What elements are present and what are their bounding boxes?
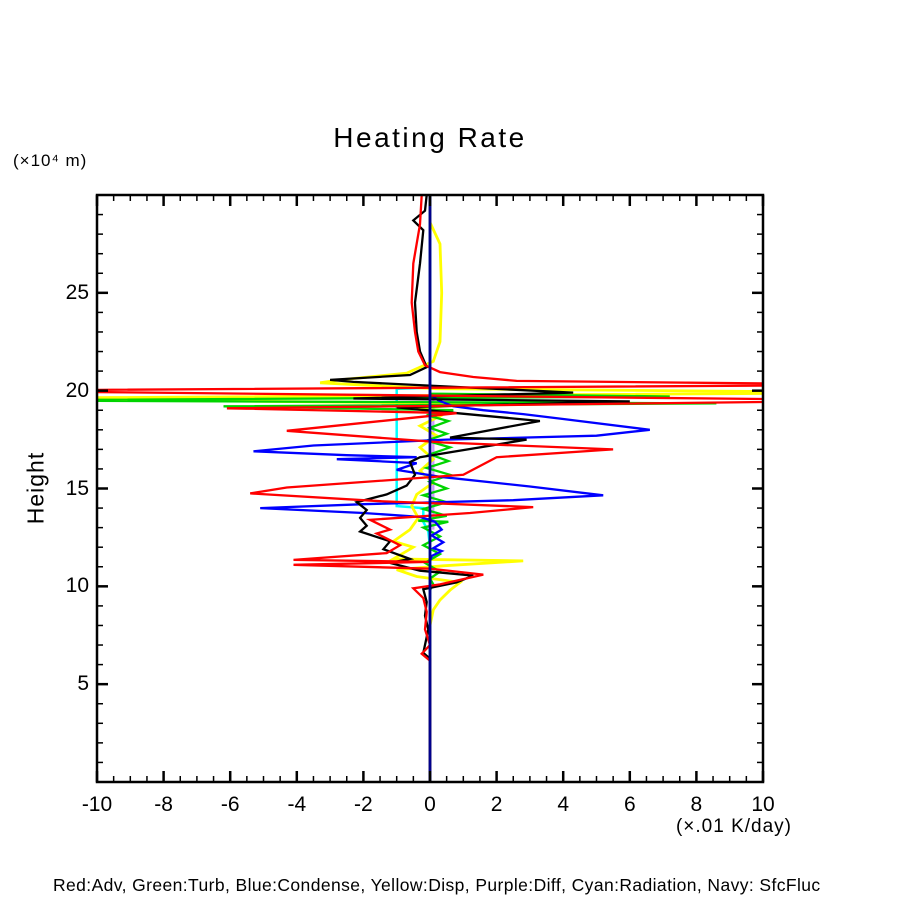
y-tick-label: 20 [65,378,89,402]
x-tick-label: -10 [81,793,113,816]
y-tick-label: 25 [65,280,89,304]
x-tick-label: 8 [690,793,703,816]
series-blue [254,195,650,782]
x-tick-label: -2 [354,793,373,816]
x-tick-label: 10 [751,793,775,816]
y-tick-label: 15 [65,476,89,500]
x-axis-unit-label: (×.01 K/day) [675,816,792,837]
chart-title: Heating Rate [333,122,527,153]
y-tick-label: 10 [65,574,89,598]
x-tick-label: 4 [557,793,570,816]
y-axis-title: Height [22,451,49,525]
x-tick-label: -4 [287,793,307,816]
x-tick-label: 6 [623,793,636,816]
y-tick-label: 5 [77,672,89,696]
x-tick-label: -8 [154,793,173,816]
x-tick-label: 2 [490,793,503,816]
x-tick-label: 0 [424,793,436,816]
legend-text: Red:Adv, Green:Turb, Blue:Condense, Yellow:Disp, Purple:Diff, Cyan:Radiation, Navy: SfcFluc [53,875,821,895]
series-black [330,195,630,782]
y-axis-unit-label: (×10⁴ m) [13,151,88,170]
x-tick-label: -6 [220,793,240,816]
